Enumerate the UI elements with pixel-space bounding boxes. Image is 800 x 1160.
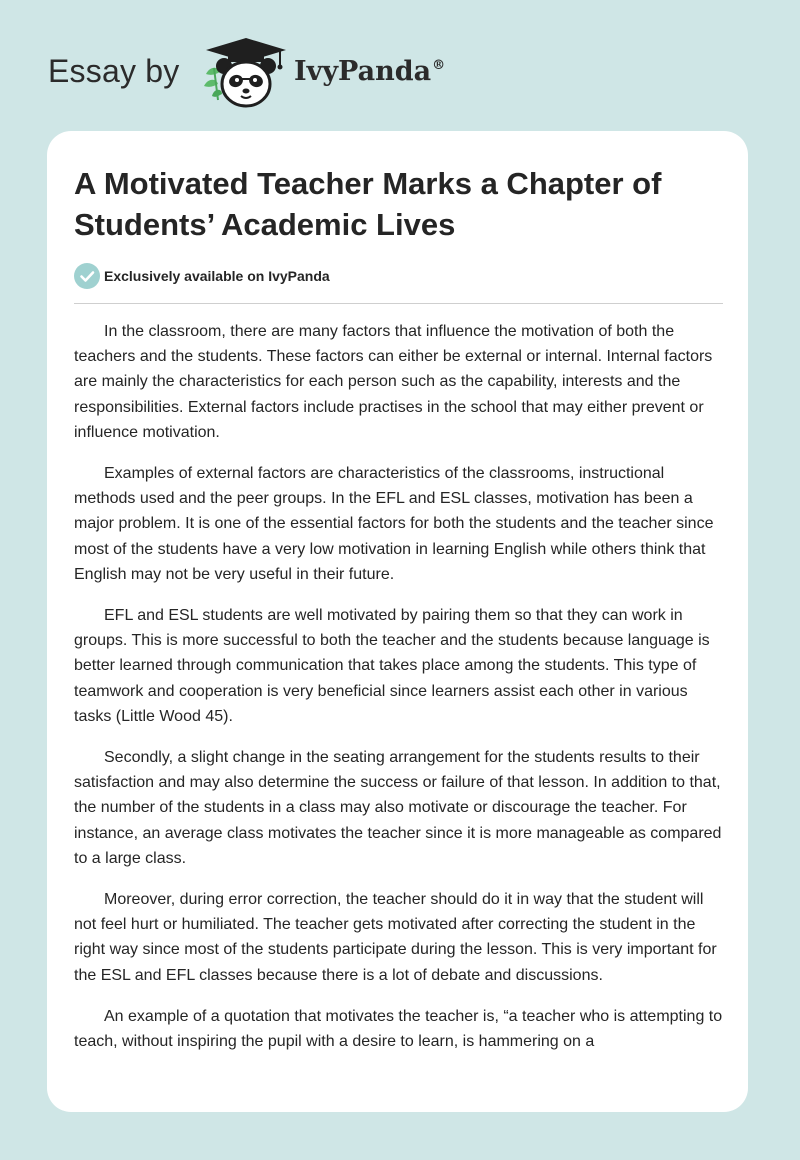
essay-paragraph: EFL and ESL students are well motivated by pairing them so that they can work in groups. This is more successful to both the teacher and the students because language is better learned through communication that takes place among the students. This type of teamwork and cooperation is very beneficial since learners assist each other in various tasks (Little Wood 45). [74, 607, 710, 725]
essay-paragraph: Moreover, during error correction, the teacher should do it in way that the student will not feel hurt or humiliated. The teacher gets motivated after correcting the student in the right way since most of the students participate during the lesson. This is very important for the ESL and EFL classes because there is a lot of debate and discussions. [74, 891, 717, 984]
exclusive-badge [74, 263, 474, 289]
panda-graduate-logo-icon [200, 34, 290, 110]
essay-card [47, 131, 748, 1112]
essay-paragraph: An example of a quotation that motivates the teacher is, “a teacher who is attempting to teach, without inspiring the pupil with a desire to learn, is hammering on a [74, 1007, 723, 1051]
brand-lead-text: Essay by [48, 53, 180, 89]
check-circle-icon [74, 263, 100, 289]
essay-paragraph: Examples of external factors are characteristics of the classrooms, instructional methods used and the peer groups. In the EFL and ESL classes, motivation has been a major problem. It is one of the essential factors for both the students and the teacher since most of the students have a very low motivation in learning English while others think that English may not be very useful in their future. [74, 465, 714, 583]
essay-body [74, 319, 723, 1070]
essay-paragraph: Secondly, a slight change in the seating arrangement for the students results to their satisfaction and may also determine the success or failure of that lesson. In addition to that, the number of the students in a class may also motivate or discourage the teacher. For instance, an average class motivates the teacher since it is more manageable as compared to a large class. [74, 749, 722, 867]
essay-title: A Motivated Teacher Marks a Chapter of Students’ Academic Lives [74, 166, 662, 242]
brand-name-text: IvyPanda [294, 56, 432, 87]
registered-mark: ® [432, 58, 446, 73]
brand-name [294, 56, 445, 88]
exclusive-badge-label: Exclusively available on IvyPanda [104, 268, 330, 284]
brand-header[interactable] [48, 34, 478, 110]
essay-paragraph: In the classroom, there are many factors that influence the motivation of both the teachers and the students. These factors can either be external or internal. Internal factors are mainly the characteristics for each person such as the capability, interests and the responsibilities. External factors include practises in the school that may either prevent or influence motivation. [74, 323, 713, 441]
title-divider [74, 303, 723, 304]
